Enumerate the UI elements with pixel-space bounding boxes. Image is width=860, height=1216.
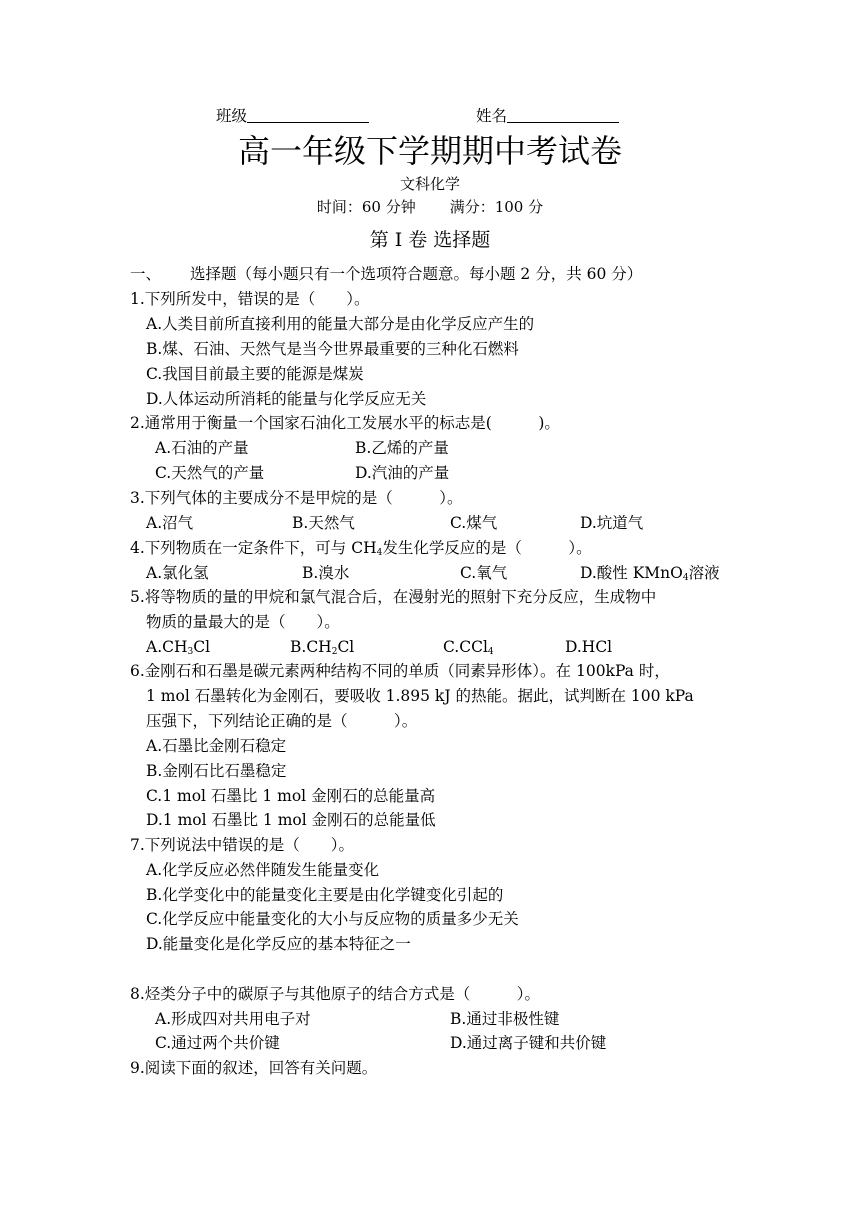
q5-option-b — [290, 637, 354, 657]
q6-option-d: D.1 mol 石墨比 1 mol 金刚石的总能量低 — [146, 811, 436, 829]
section-title: 第 I 卷 选择题 — [369, 229, 491, 251]
q5-option-b-pre: B.CH — [290, 638, 332, 656]
q1-stem: 1.下列所发中，错误的是（ ）。 — [130, 290, 370, 308]
exam-title: 高一年级下学期期中考试卷 — [237, 132, 622, 170]
q8-option-c: C.通过两个共价键 — [155, 1034, 280, 1052]
q4-stem-pre: 4.下列物质在一定条件下，可与 CH — [130, 539, 377, 557]
q1-option-d: D.人体运动所消耗的能量与化学反应无关 — [146, 390, 427, 408]
q7-option-c: C.化学反应中能量变化的大小与反应物的质量多少无关 — [146, 910, 519, 928]
q1-option-a: A.人类目前所直接利用的能量大部分是由化学反应产生的 — [146, 315, 535, 333]
q7-option-d: D.能量变化是化学反应的基本特征之一 — [146, 935, 411, 953]
q2-option-a: A.石油的产量 — [155, 439, 249, 457]
q3-option-c: C.煤气 — [450, 514, 498, 532]
q5-option-a-sub: 3 — [187, 647, 194, 657]
q5-option-a — [146, 637, 210, 657]
q6-stem-line2: 1 mol 石墨转化为金刚石，要吸收 1.895 kJ 的热能。据此，试判断在 100 kPa — [146, 687, 694, 705]
q5-option-c-sub: 4 — [487, 647, 494, 657]
part-instructions: 选择题（每小题只有一个选项符合题意。每小题 2 分，共 60 分） — [190, 265, 643, 283]
q4-option-b: B.溴水 — [302, 564, 350, 582]
q3-option-b: B.天然气 — [292, 514, 355, 532]
class-blank — [247, 107, 369, 123]
q5-option-a-pre: A.CH — [146, 638, 188, 656]
q6-option-c: C.1 mol 石墨比 1 mol 金刚石的总能量高 — [146, 787, 436, 805]
q3-stem: 3.下列气体的主要成分不是甲烷的是（ ）。 — [130, 489, 463, 507]
exam-score: 满分：100 分 — [449, 198, 544, 216]
q2-option-b: B.乙烯的产量 — [355, 439, 449, 457]
exam-time-score — [0, 197, 860, 217]
q8-option-b: B.通过非极性键 — [450, 1010, 560, 1028]
q4-option-d-post: 溶液 — [688, 564, 720, 582]
q3-option-d: D.坑道气 — [580, 514, 644, 532]
q5-stem-line1: 5.将等物质的量的甲烷和氯气混合后，在漫射光的照射下充分反应，生成物中 — [130, 588, 657, 606]
q5-option-a-post: Cl — [193, 638, 211, 656]
q5-option-c-pre: C.CCl — [443, 638, 488, 656]
class-label: 班级 — [216, 107, 248, 125]
q4-option-d — [580, 563, 720, 583]
q5-option-d: D.HCl — [565, 638, 613, 656]
name-field — [476, 106, 619, 126]
exam-time: 时间：60 分钟 — [316, 198, 416, 216]
q1-option-b: B.煤、石油、天然气是当今世界最重要的三种化石燃料 — [146, 340, 519, 358]
q2-stem: 2.通常用于衡量一个国家石油化工发展水平的标志是( )。 — [130, 414, 560, 432]
q5-option-b-post: Cl — [337, 638, 355, 656]
part-number: 一、 — [130, 265, 162, 283]
q6-option-a: A.石墨比金刚石稳定 — [146, 737, 287, 755]
q4-option-d-pre: D.酸性 KMnO — [580, 564, 683, 582]
class-field — [216, 106, 369, 126]
q5-stem-line2: 物质的量最大的是（ ）。 — [146, 613, 340, 631]
q4-stem-post: 发生化学反应的是（ ）。 — [382, 539, 592, 557]
q2-option-d: D.汽油的产量 — [355, 464, 450, 482]
q8-option-d: D.通过离子键和共价键 — [450, 1034, 607, 1052]
q4-stem-sub: 4 — [376, 548, 383, 558]
q6-option-b: B.金刚石比石墨稳定 — [146, 762, 287, 780]
q7-option-b: B.化学变化中的能量变化主要是由化学键变化引起的 — [146, 886, 504, 904]
q6-stem-line1: 6.金刚石和石墨是碳元素两种结构不同的单质（同素异形体）。在 100kPa 时， — [130, 662, 670, 680]
q5-option-c — [443, 637, 494, 657]
q2-option-c: C.天然气的产量 — [155, 464, 265, 482]
q4-option-c: C.氧气 — [460, 564, 508, 582]
q7-option-a: A.化学反应必然伴随发生能量变化 — [146, 861, 380, 879]
name-label: 姓名 — [476, 107, 508, 125]
q9-stem: 9.阅读下面的叙述，回答有关问题。 — [130, 1059, 378, 1077]
q4-option-d-sub: 4 — [682, 573, 689, 583]
q8-stem: 8.烃类分子中的碳原子与其他原子的结合方式是（ ）。 — [130, 985, 541, 1003]
name-blank — [507, 107, 619, 123]
q5-option-b-sub: 2 — [331, 647, 338, 657]
q1-option-c: C.我国目前最主要的能源是煤炭 — [146, 365, 364, 383]
q4-option-a: A.氯化氢 — [146, 564, 209, 582]
q8-option-a: A.形成四对共用电子对 — [155, 1010, 311, 1028]
q3-option-a: A.沼气 — [146, 514, 194, 532]
q6-stem-line3: 压强下，下列结论正确的是（ ）。 — [146, 712, 418, 730]
q4-stem — [130, 538, 592, 558]
q7-stem: 7.下列说法中错误的是（ ）。 — [130, 836, 355, 854]
exam-subject: 文科化学 — [399, 175, 460, 193]
